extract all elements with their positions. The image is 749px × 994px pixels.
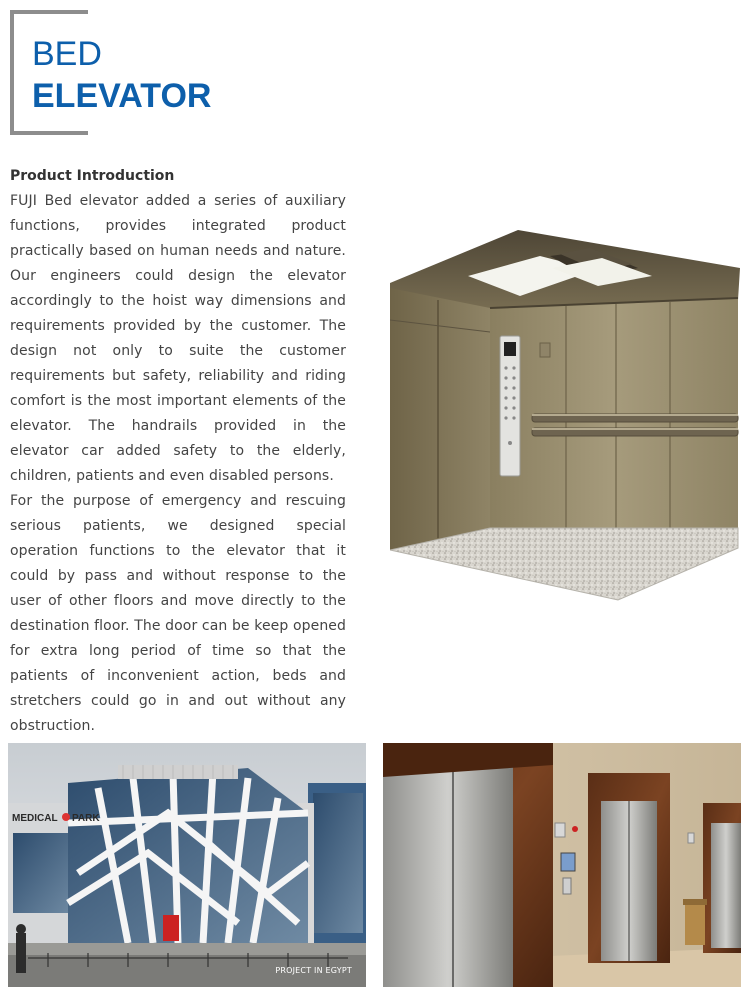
hospital-project-photo: [8, 743, 366, 987]
section-heading: Product Introduction: [10, 168, 175, 184]
hospital-sign-medical: MEDICAL: [12, 813, 58, 824]
intro-paragraph-1: FUJI Bed elevator added a series of auxiliary functions, provides integrated product practically based on human needs and nature. Our engineers could design the elevator accordingly to the hoist way dimensions and requirements provided by the customer. The design not only to suite the customer requirements but safety, reliability and riding comfort is the most important elements of the elevator. The handrails provided in the elevator car added safety to the elderly, children, patients and even disabled persons.: [10, 193, 346, 484]
elevator-lobby-photo: [383, 743, 741, 987]
intro-paragraph-2: For the purpose of emergency and rescuing serious patients, we designed special operation functions to the elevator that it could by pass and without response to the user of other floors and move directly to the destination floor. The door can be keep opened for extra long period of time so that the patients of inconvenient action, beds and stretchers could go in and out without any obstruction.: [10, 493, 346, 734]
photo-caption: PROJECT IN EGYPT: [275, 966, 352, 975]
page-title-line2: ELEVATOR: [32, 77, 212, 115]
hospital-sign-park: PARK: [72, 813, 100, 824]
page-title-line1: BED: [32, 35, 102, 73]
bed-elevator-car-image: [390, 228, 740, 604]
